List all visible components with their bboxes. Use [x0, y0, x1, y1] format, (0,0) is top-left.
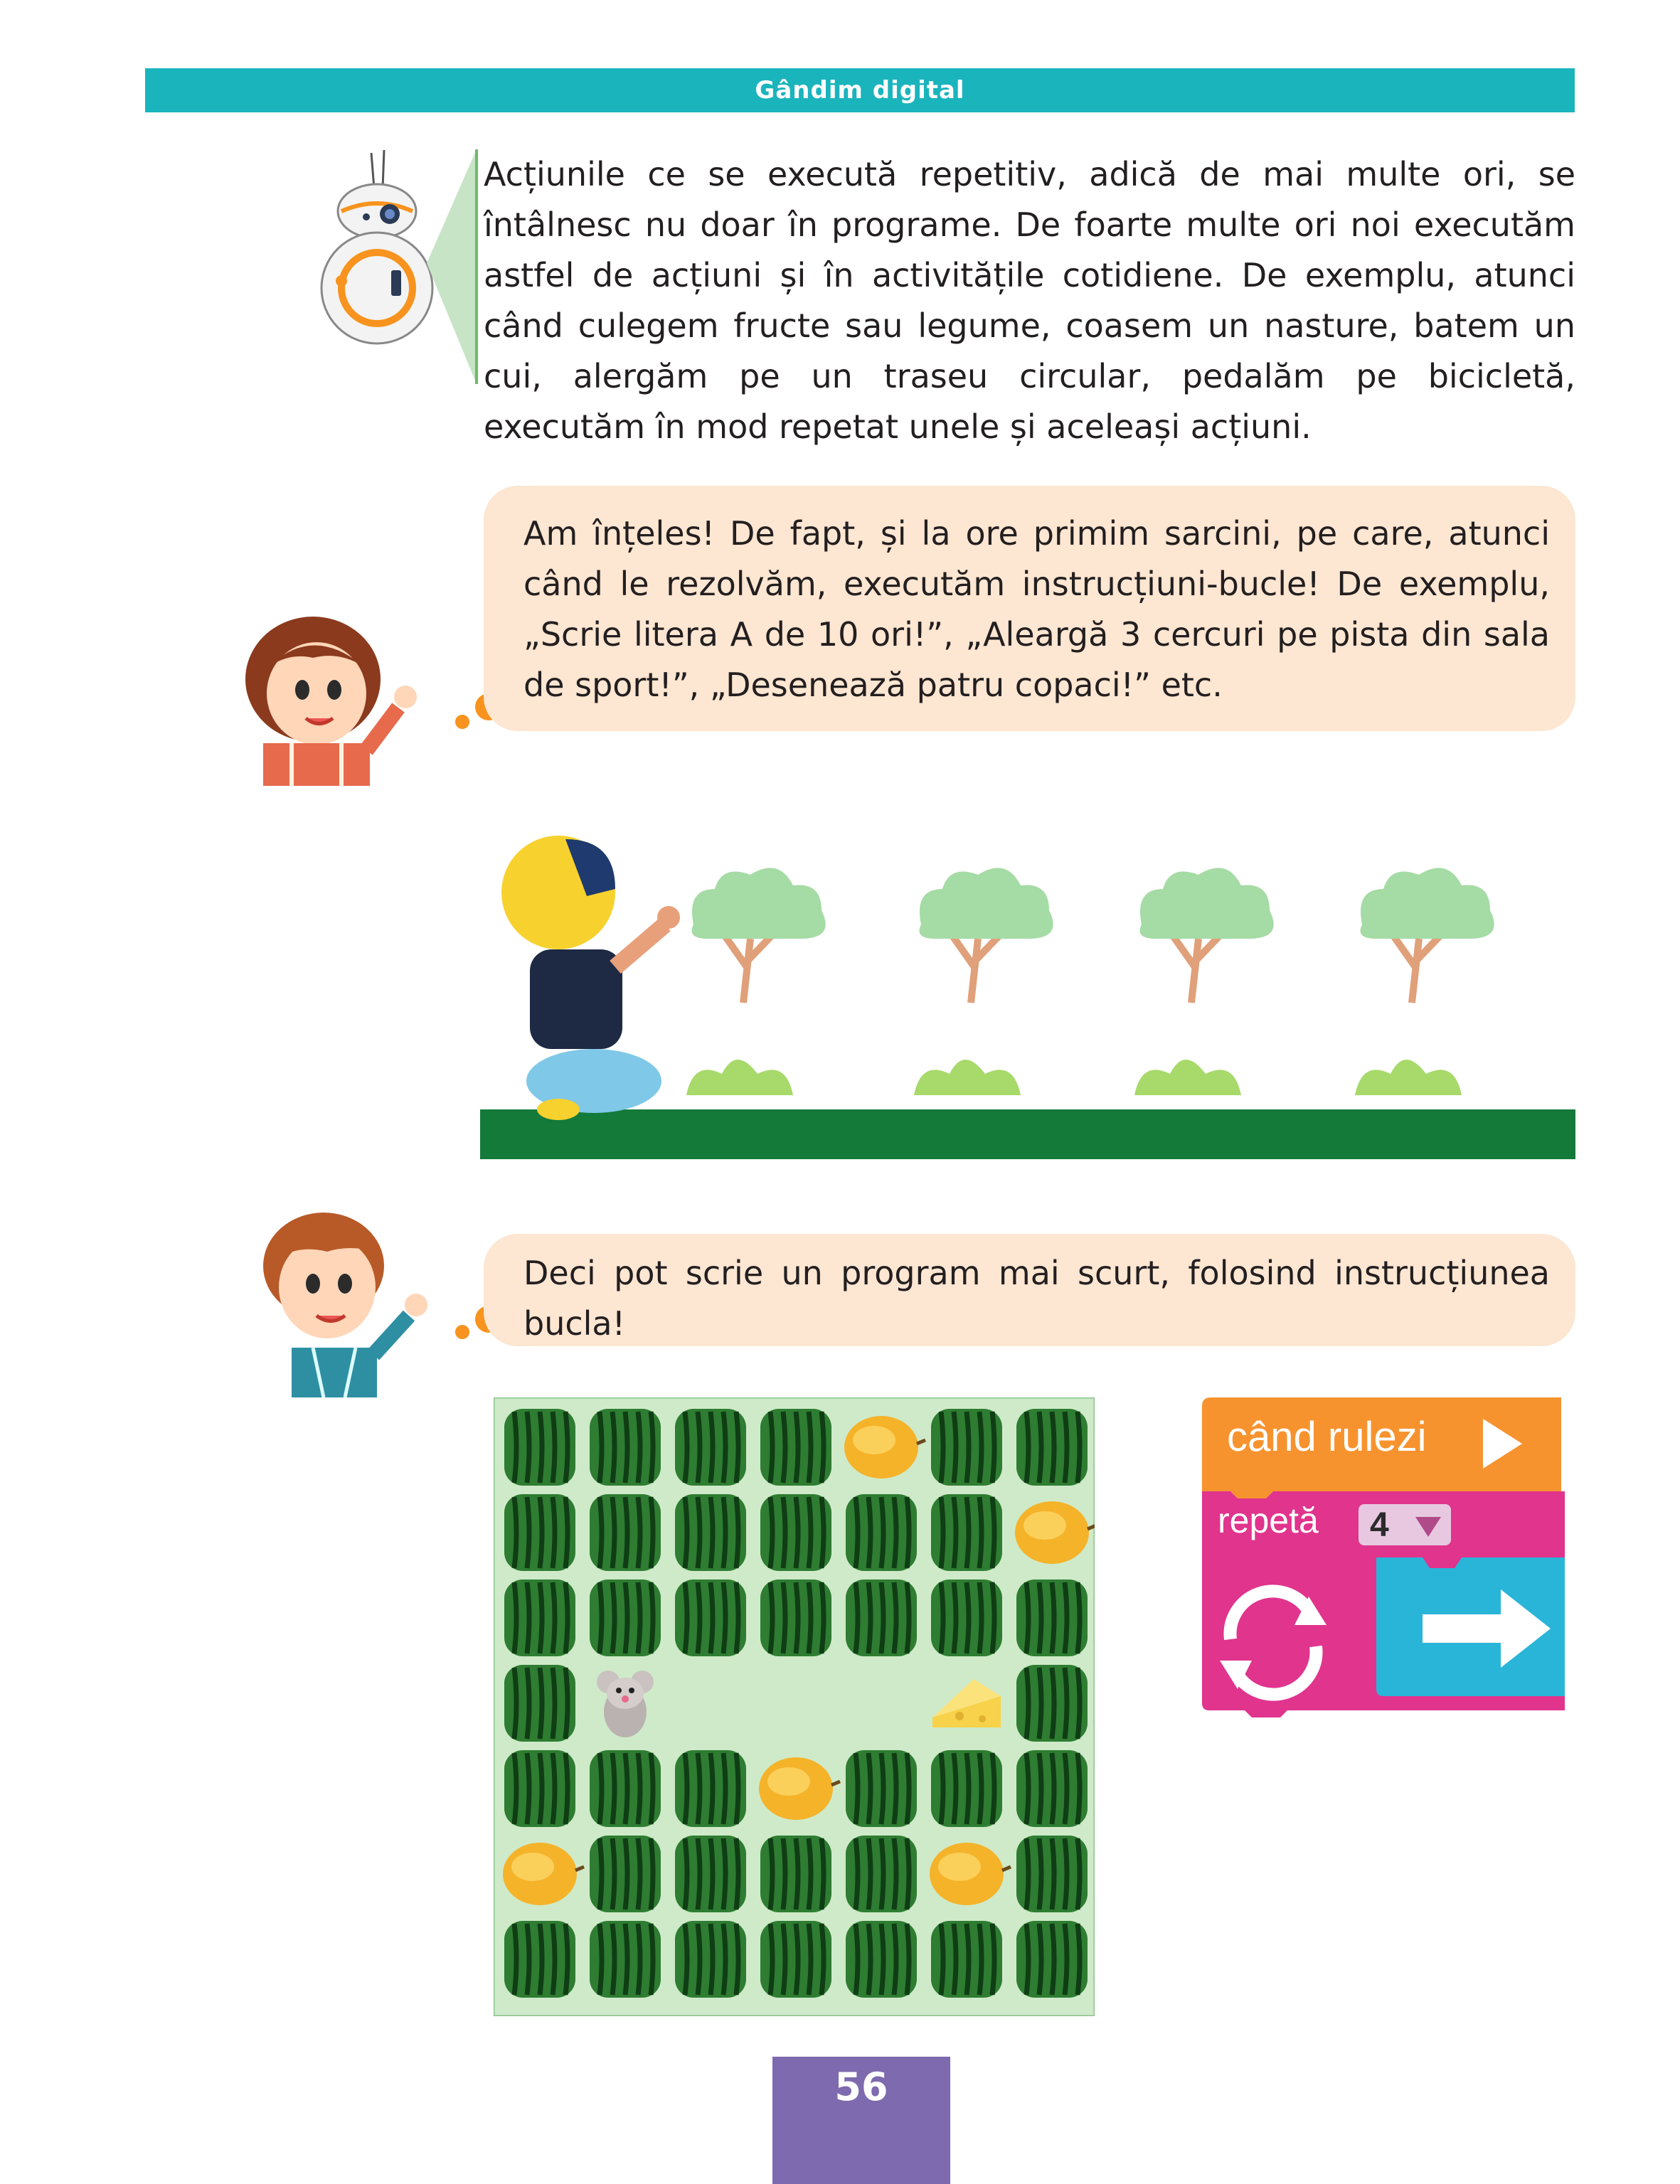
- code-blocks: [1202, 1397, 1572, 1739]
- speech-dot-small: [455, 1325, 469, 1339]
- grid-cell-watermelon: [846, 1494, 917, 1571]
- grid-cell-watermelon: [1016, 1750, 1088, 1827]
- grid-cell-watermelon: [675, 1580, 746, 1656]
- grid-cell-watermelon: [1016, 1836, 1088, 1912]
- repeat-count-value: 4: [1370, 1506, 1389, 1544]
- speech-dot-small: [455, 715, 469, 729]
- page-number: 56: [772, 2057, 950, 2184]
- tree-4: [1355, 868, 1494, 1095]
- grid-cell-watermelon: [931, 1580, 1002, 1656]
- girl-illustration: [235, 601, 441, 786]
- grid-cell-watermelon: [931, 1494, 1002, 1571]
- repeat-block[interactable]: [1202, 1491, 1565, 1717]
- game-grid: [494, 1397, 1095, 2016]
- boy-illustration: [235, 1202, 441, 1397]
- section-header: Gândim digital: [145, 68, 1575, 112]
- grid-cell-watermelon: [760, 1836, 831, 1912]
- grid-cell-watermelon: [504, 1665, 575, 1742]
- grid-cell-watermelon: [504, 1580, 575, 1656]
- grid-cell-watermelon: [504, 1921, 575, 1998]
- when-run-block[interactable]: [1202, 1397, 1561, 1498]
- grid-cell-watermelon: [675, 1494, 746, 1571]
- intro-paragraph: Acțiunile ce se execută repetitiv, adică de mai multe ori, se întâlnesc nu doar în programe. De foarte multe ori noi executăm astfel de acțiuni și în activitățile cotidiene. De exemplu, atunci când culegem fructe sau legume, coasem un nasture, batem un cui, alergăm pe un traseu circular, pedalăm pe bicicletă, executăm în mod repetat unele și aceleași acțiuni.: [484, 155, 1575, 446]
- grid-cell-watermelon: [590, 1580, 661, 1656]
- grid-cell-watermelon: [846, 1750, 917, 1827]
- grid-cell-watermelon: [846, 1921, 917, 1998]
- tree-2: [914, 868, 1053, 1095]
- girl-speech-bubble: Am înțeles! De fapt, și la ore primim sarcini, pe care, atunci când le rezolvăm, executăm instrucțiuni-bucle! De exemplu, „Scrie litera A de 10 ori!”, „Aleargă 3 cercuri pe pista din sala de sport!”, „Desenează patru copaci!” etc.: [484, 486, 1575, 731]
- grid-cell-watermelon: [504, 1494, 575, 1571]
- boy-speech-bubble: Deci pot scrie un program mai scurt, folosind instrucțiunea bucla!: [484, 1234, 1575, 1346]
- grid-cell-watermelon: [590, 1494, 661, 1571]
- grid-cell-watermelon: [846, 1580, 917, 1656]
- grid-cell-watermelon: [675, 1750, 746, 1827]
- grid-cell-watermelon: [760, 1409, 831, 1486]
- callout-pointer: [427, 149, 484, 384]
- boy-with-cap: [501, 836, 680, 1120]
- grid-cell-watermelon: [590, 1750, 661, 1827]
- grid-cell-watermelon: [504, 1409, 575, 1486]
- grid-cell-watermelon: [931, 1750, 1002, 1827]
- grid-cell-watermelon: [590, 1409, 661, 1486]
- grid-cell-watermelon: [590, 1921, 661, 1998]
- grid-cell-watermelon: [504, 1750, 575, 1827]
- grid-cell-watermelon: [1016, 1580, 1088, 1656]
- grid-cell-watermelon: [1016, 1409, 1088, 1486]
- grid-cell-watermelon: [675, 1836, 746, 1912]
- grid-cell-watermelon: [760, 1580, 831, 1656]
- tree-3: [1134, 868, 1274, 1095]
- grid-cell-watermelon: [846, 1836, 917, 1912]
- grid-cell-watermelon: [931, 1921, 1002, 1998]
- grid-cell-watermelon: [760, 1921, 831, 1998]
- grid-cell-watermelon: [1016, 1921, 1088, 1998]
- grid-cell-watermelon: [675, 1409, 746, 1486]
- when-run-label: când rulezi: [1227, 1414, 1427, 1460]
- grid-cell-watermelon: [760, 1494, 831, 1571]
- boy-drawing-trees-illustration: [480, 825, 1575, 1159]
- grid-cell-watermelon: [675, 1921, 746, 1998]
- grid-cell-watermelon: [1016, 1665, 1088, 1742]
- repeat-label: repetă: [1218, 1501, 1319, 1540]
- tree-1: [686, 868, 826, 1095]
- grid-cell-watermelon: [590, 1836, 661, 1912]
- grid-cell-watermelon: [931, 1409, 1002, 1486]
